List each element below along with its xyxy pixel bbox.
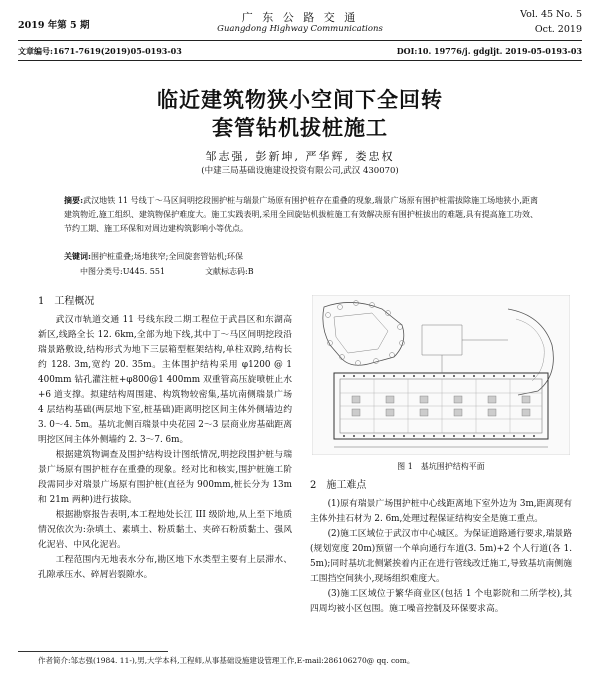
abstract-text: 武汉地铁 11 号线丁～马区间明挖段围护桩与瑞景广场原有围护桩存在重叠的现象,瑞景广场原有围护桩需拔除施工场地狭小,距离建筑物近,施工组织、建筑物保护难度大。施工实践表明,采用全回旋钻机拔桩施工有效解决原有围护桩拔出的难题,具有提高施工功效、节约工期、施工环保和对周边建构筑影响小等优点。 [64, 196, 538, 233]
figure-caption: 图 1 基坑围护结构平面 [397, 462, 485, 471]
meta-rule [18, 60, 582, 61]
affiliation: (中建三局基础设施建设投资有限公司,武汉 430070) [201, 166, 399, 176]
right-column [310, 476, 572, 617]
title-line-2: 套管钻机拔桩施工 [212, 116, 388, 140]
issue-label: 2019 年第 5 期 [18, 20, 90, 31]
left-column [38, 292, 292, 583]
section-2-para: (2)施工区域位于武汉市中心城区。为保证道路通行要求,瑞景路(规划宽度 20m)预留一个单向通行车道(3. 5m)+2 个人行道(各 1. 5m);同时基坑北侧紧挨着内正在进行管线改迁施工,导致基坑南侧施工围挡空间狭小,现场组织难度大。 [310, 529, 572, 584]
authors: 邹志强, 彭新坤, 严华辉, 娄忠权 [205, 150, 395, 163]
volume-label: Vol. 45 No. 5 [520, 9, 582, 20]
keywords-text: 围护桩重叠;场地狭窄;全回旋套管钻机;环保 [90, 252, 244, 261]
journal-name-en: Guangdong Highway Communications [217, 24, 383, 34]
section-1-para: 武汉市轨道交通 11 号线东段二期工程位于武昌区和东湖高新区,线路全长 12. 6km,全部为地下线,其中丁～马区间明挖段沿瑞景路敷设,结构形式为地下三层箱型框架结构,单柱双跨,结构长约 128. 3m,宽约 20. 35m。主体围护结构采用 φ1200 @ 1 400mm 钻孔灌注桩+φ800@1 400mm 双重管高压旋喷桩止水+6 道支撑。拟建结构周围建、构筑物较密集,基坑南侧瑞景广场 4 层结构基础(两层地下室,桩基础)距离明挖区间主体外侧墙边约 3. 0～4. 5m。基坑北侧百瑞景中央花园 2～3 层商业房基础距离明挖区间主体外侧墙约 2. 3～7. 6m。 [38, 315, 292, 445]
keywords-label: 关键词: [64, 251, 91, 261]
clc-number: 中图分类号:U445. 551 [80, 267, 166, 276]
article-number: 文章编号:1671-7619(2019)05-0193-03 [18, 46, 182, 56]
section-2-para: (1)原有瑞景广场围护桩中心线距离地下室外边为 3m,距离现有主体外挂石材为 2. 6m,处理过程保证结构安全是施工重点。 [310, 499, 572, 524]
footnote-rule [18, 651, 168, 652]
abstract [64, 193, 538, 236]
author-footnote: 作者简介:邹志强(1984. 11-),男,大学本科,工程师,从事基础设施建设管理工作,E-mail:286106270@ qq. com。 [38, 656, 415, 665]
keywords [64, 251, 538, 262]
header-rule [18, 40, 582, 41]
doi: DOI:10. 19776/j. gdgljt. 2019-05-0193-03 [396, 46, 582, 56]
classification [80, 266, 294, 277]
section-2-para: (3)施工区域位于繁华商业区(包括 1 个电影院和二所学校),其四周均被小区包围。施工噪音控制及环保要求高。 [310, 589, 572, 614]
journal-name-cn: 广 东 公 路 交 通 [241, 11, 359, 24]
section-1-para: 根据勘察报告表明,本工程地处长江 III 级阶地,从上至下地质情况依次为:杂填土、素填土、粉质黏土、夹碎石粉质黏土、强风化泥岩、中风化泥岩。 [38, 510, 292, 550]
document-code: 文献标志码:B [205, 267, 254, 276]
section-1-para: 根据建筑物调查及围护结构设计图纸情况,明挖段围护桩与瑞景广场原有围护桩存在重叠的现象。经对比和核实,围护桩施工阶段需同步对瑞景广场原有围护桩(直径为 900mm,桩长分为 13m 和 21m 两种)进行拔除。 [38, 450, 292, 505]
abstract-label: 摘要: [64, 195, 84, 205]
title-line-1: 临近建筑物狭小空间下全回转 [157, 88, 443, 112]
foundation-pit-plan-figure [312, 295, 570, 455]
section-2-heading: 2 施工难点 [310, 480, 367, 491]
date-label: Oct. 2019 [534, 24, 582, 35]
section-1-heading: 1 工程概况 [38, 296, 95, 307]
section-1-para: 工程范围内无地表水分布,勘区地下水类型主要有上层滞水、孔隙承压水、碎屑岩裂隙水。 [38, 555, 292, 580]
